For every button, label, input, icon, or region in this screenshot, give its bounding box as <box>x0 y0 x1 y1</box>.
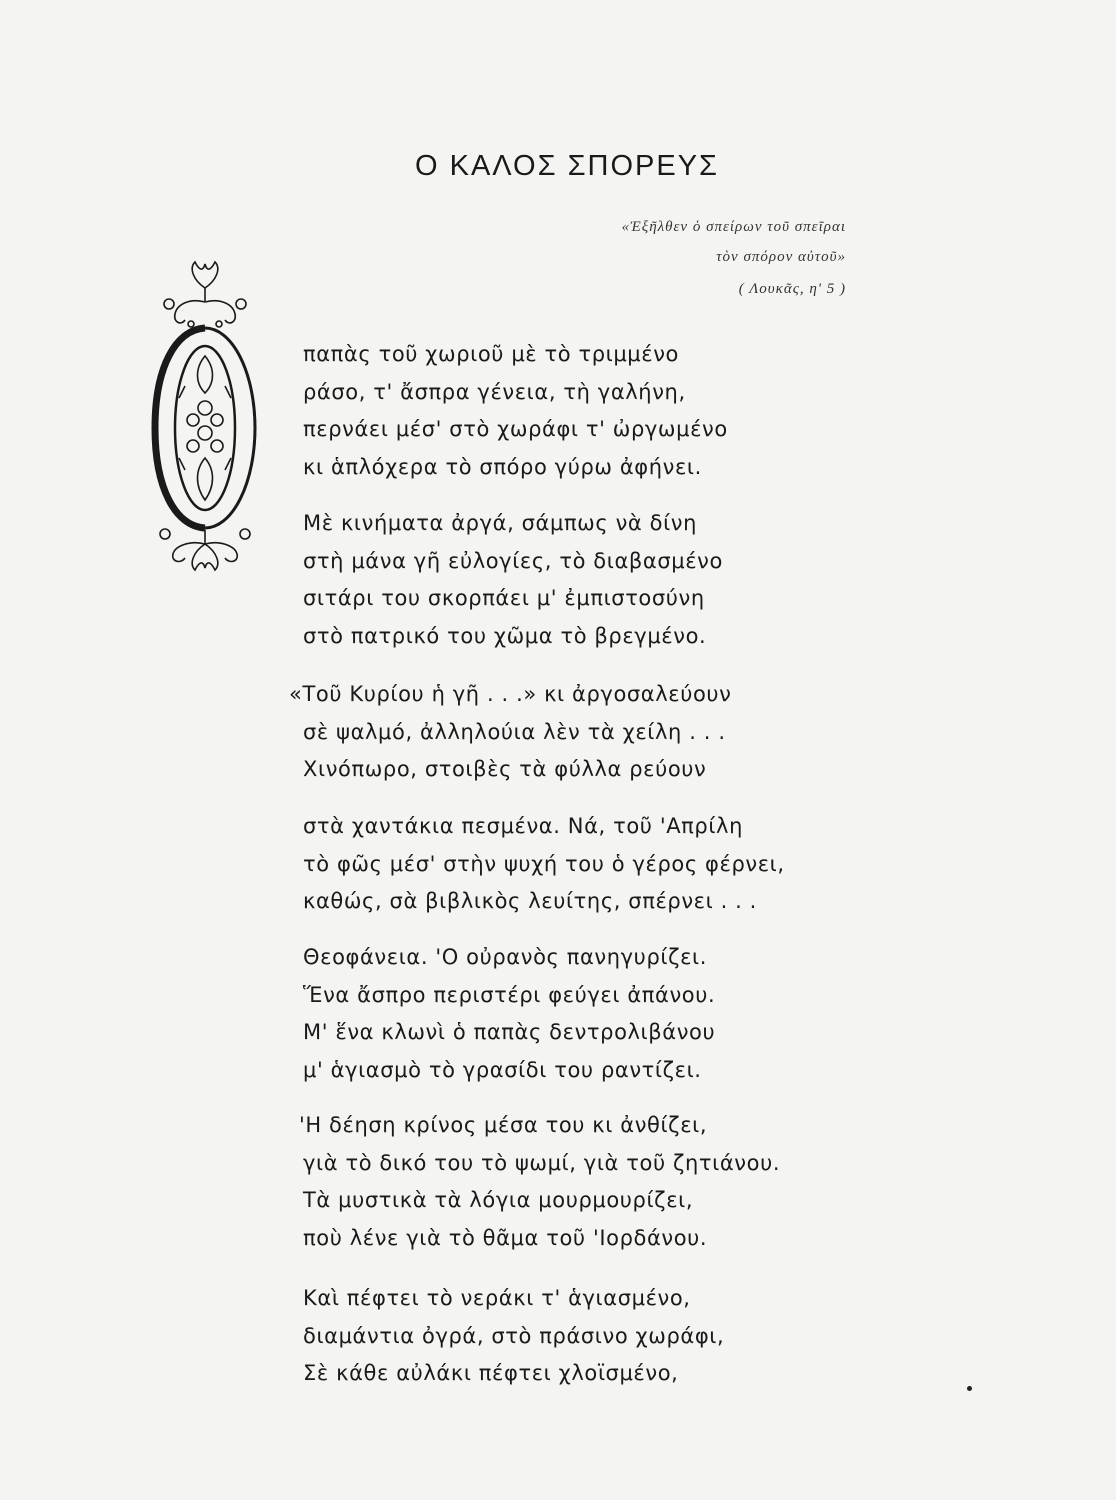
verse-line: ποὺ λένε γιὰ τὸ θᾶμα τοῦ 'Ιορδάνου. <box>303 1225 708 1250</box>
verse-line: στὸ πατρικό του χῶμα τὸ βρεγμένο. <box>303 623 707 648</box>
stanza-6 <box>299 1107 781 1257</box>
verse-line: περνάει μέσ' στὸ χωράφι τ' ὠργωμένο <box>303 417 728 441</box>
verse-line: Χινόπωρο, στοιβὲς τὰ φύλλα ρεύουν <box>303 757 707 781</box>
verse-line: Μ' ἕνα κλωνὶ ὁ παπὰς δεντρολιβάνου <box>303 1020 716 1044</box>
ornamental-initial-o <box>145 258 265 573</box>
stanza-2 <box>303 505 723 655</box>
verse-line: ράσο, τ' ἄσπρα γένεια, τὴ γαλήνη, <box>303 379 686 404</box>
verse-line: Τὰ μυστικὰ τὰ λόγια μουρμουρίζει, <box>303 1188 694 1212</box>
verse-line: τὸ φῶς μέσ' στὴν ψυχή του ὁ γέρος φέρνει, <box>303 851 785 876</box>
verse-line: γιὰ τὸ δικό του τὸ ψωμί, γιὰ τοῦ ζητιάνου. <box>303 1150 781 1175</box>
verse-line: στὴ μάνα γῆ εὐλογίες, τὸ διαβασμένο <box>303 548 723 573</box>
verse-line: καθώς, σὰ βιβλικὸς λευίτης, σπέρνει . . . <box>303 889 757 913</box>
stanza-7 <box>303 1280 724 1393</box>
verse-line: κι ἁπλόχερα τὸ σπόρο γύρω ἀφήνει. <box>303 454 702 479</box>
verse-line: στὰ χαντάκια πεσμένα. Νά, τοῦ 'Απρίλη <box>303 814 743 838</box>
epigraph-line-2: τὸν σπόρον αὐτοῦ» <box>716 249 846 265</box>
stanza-3 <box>289 676 732 789</box>
verse-line: Καὶ πέφτει τὸ νεράκι τ' ἁγιασμένο, <box>303 1286 691 1310</box>
verse-line: «Τοῦ Κυρίου ἡ γῆ . . .» κι ἀργοσαλεύουν <box>289 682 732 706</box>
verse-line: μ' ἁγιασμὸ τὸ γρασίδι του ραντίζει. <box>303 1057 702 1082</box>
verse-line: 'Η δέηση κρίνος μέσα του κι ἀνθίζει, <box>299 1113 708 1137</box>
page-speck <box>967 1386 972 1391</box>
stanza-5 <box>303 939 715 1089</box>
verse-line: σιτάρι του σκορπάει μ' ἐμπιστοσύνη <box>303 586 705 610</box>
verse-line: Μὲ κινήματα ἀργά, σάμπως νὰ δίνη <box>303 511 698 535</box>
verse-line: Σὲ κάθε αὐλάκι πέφτει χλοϊσμένο, <box>303 1361 679 1385</box>
poem-title: Ο ΚΑΛΟΣ ΣΠΟΡΕΥΣ <box>415 150 719 182</box>
verse-line: Ἕνα ἄσπρο περιστέρι φεύγει ἀπάνου. <box>303 982 716 1007</box>
stanza-1 <box>303 336 728 486</box>
stanza-4 <box>303 808 785 921</box>
verse-line: σὲ ψαλμό, ἀλληλούια λὲν τὰ χείλη . . . <box>303 719 726 744</box>
epigraph-source: ( Λουκᾶς, η' 5 ) <box>738 281 846 297</box>
verse-line: διαμάντια ὀγρά, στὸ πράσινο χωράφι, <box>303 1323 725 1348</box>
verse-line: παπὰς τοῦ χωριοῦ μὲ τὸ τριμμένο <box>303 342 679 366</box>
epigraph <box>622 212 846 304</box>
verse-line: Θεοφάνεια. 'Ο οὐρανὸς πανηγυρίζει. <box>303 945 708 969</box>
epigraph-line-1: «Ἐξῆλθεν ὁ σπείρων τοῦ σπεῖραι <box>621 219 846 235</box>
